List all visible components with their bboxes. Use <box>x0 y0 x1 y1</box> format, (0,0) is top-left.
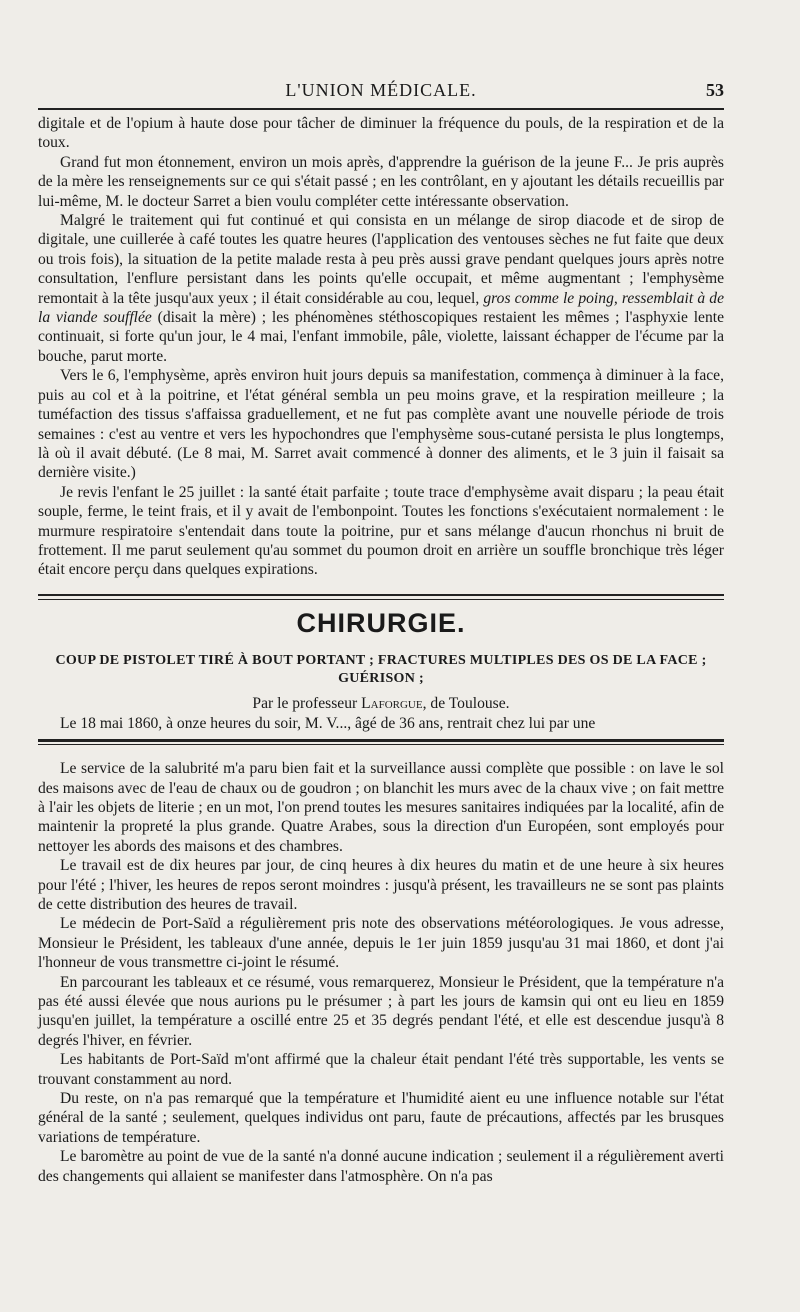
author-name: Laforgue <box>361 694 423 712</box>
observation-text <box>38 114 724 580</box>
article-title-line: COUP DE PISTOLET TIRÉ À BOUT PORTANT ; FRACTURES MULTIPLES DES OS DE LA FACE ; <box>55 652 707 668</box>
paragraph-text: (disait la mère) ; les phénomènes stéthoscopiques restaient les mêmes ; l'asphyxie lente continuait, si forte qu'un jour, le 4 mai, l'enfant immobile, pâle, violette, laissant échapper de l'écume par la bouche, parut morte. <box>38 309 724 365</box>
byline <box>38 694 724 714</box>
paragraph: digitale et de l'opium à haute dose pour tâcher de diminuer la fréquence du pouls, de la respiration et de la toux. <box>38 115 724 152</box>
paragraph-text: Malgré le traitement qui fut continué et qui consista en un mélange de sirop diacode et de sirop de digitale, une cuillerée à café toutes les quatre heures (l'application des ventouses sèches ne fut faite que deux ou trois fois), la situation de la petite malade resta à peu près aussi grave pendant quelques jours après notre consultation, l'enflure persistant dans les points qu'elle occupait, et même augmentant ; l'emphysème remontait à la tête jusqu'aux yeux ; il était considérable au cou, lequel, <box>38 212 724 307</box>
paragraph: Le service de la salubrité m'a paru bien fait et la surveillance aussi complète que possible : on lave le sol des maisons avec de l'eau de chaux ou de goudron ; on blanchit les murs avec de la chaux vive ; on fait mettre à l'air les objets de literie ; en un mot, l'on prend toutes les mesures sanitaires indiquées par la localité, afin de maintenir la propreté la plus grande. Quatre Arabes, sous la direction d'un Européen, sont employés pour nettoyer les abords des maisons et des chambres. <box>38 760 724 855</box>
italic-quote: gros comme le poing, ressemblait à de la viande soufflée <box>38 289 724 327</box>
paragraph: Le médecin de Port-Saïd a régulièrement pris note des observations météorologiques. Je vous adresse, Monsieur le Président, les tableaux d'une année, depuis le 1er juin 1859 jusqu'au 31 mai 1860, et dont j'ai l'honneur de vous transmettre ci-joint le résumé. <box>38 915 724 972</box>
article-title <box>38 652 724 688</box>
journal-title: L'UNION MÉDICALE. <box>285 80 477 100</box>
paragraph: En parcourant les tableaux et ce résumé, vous remarquerez, Monsieur le Président, que la température n'a pas été aussi élevée que nous aurions pu le présumer ; à part les jours de kamsin qui ont eu lieu en 1859 jusqu'en juillet, la température a oscillé entre 25 et 35 degrés pendant l'été, et elle est descendue jusqu'à 8 degrés l'hiver, en février. <box>38 973 724 1049</box>
byline-suffix: , de Toulouse. <box>422 694 510 712</box>
page-number: 53 <box>706 80 724 100</box>
paragraph <box>38 211 724 366</box>
paragraph: Je revis l'enfant le 25 juillet : la santé était parfaite ; toute trace d'emphysème avait disparu ; la peau était souple, ferme, le teint frais, et il y avait de l'embonpoint. Toutes les fonctions s'exécutaient normalement : le murmure respiratoire s'entendait dans toute la poitrine, pur et sans mélange d'aucun rhonchus ni bruit de frottement. Il me parut seulement qu'au sommet du poumon droit en arrière un souffle bronchique très léger était encore perçu dans quelques expirations. <box>38 483 724 579</box>
section-divider <box>38 739 724 745</box>
paragraph: Du reste, on n'a pas remarqué que la température et l'humidité aient eu une influence notable sur l'état général de la santé ; seulement, quelques individus ont paru, faute de précautions, affectés par les brusques variations de température. <box>38 1090 724 1146</box>
paragraph: Grand fut mon étonnement, environ un mois après, d'apprendre la guérison de la jeune F... Je pris auprès de la mère les renseignements sur ce qui s'était passé ; en les contrôlant, en y ajoutant les détails recueillis par lui-même, M. le docteur Sarret a bien voulu compléter cette intéressante observation. <box>38 153 724 210</box>
byline-prefix: Par le professeur <box>252 694 362 712</box>
paragraph: Le travail est de dix heures par jour, de cinq heures à dix heures du matin et de une heure à six heures pour l'été ; l'hiver, les heures de repos seront moindres : jusqu'à présent, les travailleurs ne se sont pas plaints de cette distribution des heures de travail. <box>38 857 724 913</box>
paragraph: Les habitants de Port-Saïd m'ont affirmé que la chaleur était pendant l'été très supportable, les vents se trouvant constamment au nord. <box>38 1051 724 1088</box>
paragraph: Vers le 6, l'emphysème, après environ huit jours depuis sa manifestation, commença à diminuer à la face, puis au col et à la poitrine, et l'état général sembla un peu moins grave, et la respiration meilleure ; la tuméfaction des tissus s'affaissa graduellement, et ne fut pas complète avant une nouvelle période de trois semaines : c'est au ventre et vers les hypochondres que l'emphysème sous-cutané persista le plus longtemps, là où il avait débuté. (Le 8 mai, M. Sarret avait commencé à donner des aliments, et le 3 juin il faisait sa dernière visite.) <box>38 367 724 482</box>
document-page <box>38 78 724 1186</box>
paragraph: Le baromètre au point de vue de la santé n'a donné aucune indication ; seulement il a régulièrement averti des changements qui allaient se manifester dans l'atmosphère. On n'a pas <box>38 1148 724 1185</box>
article-opening: Le 18 mai 1860, à onze heures du soir, M. V..., âgé de 36 ans, rentrait chez lui par une <box>60 714 596 732</box>
article-title-line: GUÉRISON ; <box>338 670 424 686</box>
report-text <box>38 759 724 1186</box>
section-heading: CHIRURGIE. <box>296 607 466 638</box>
running-header <box>38 78 724 110</box>
section-divider <box>38 594 724 600</box>
